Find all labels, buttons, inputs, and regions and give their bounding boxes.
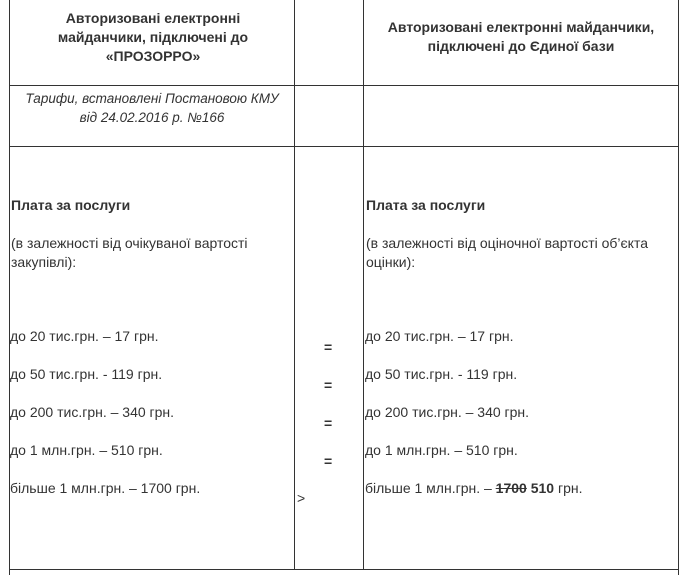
right-last-prefix: більше 1 млн.грн. – (365, 480, 496, 496)
right-last-suffix: грн. (554, 480, 583, 496)
right-rate-row-last (365, 480, 582, 496)
right-fee-title: Плата за послуги (366, 197, 486, 213)
left-rate-row: більше 1 млн.грн. – 1700 грн. (10, 480, 201, 496)
table-border-right (678, 0, 679, 575)
right-rate-row: до 200 тис.грн. – 340 грн. (365, 404, 530, 420)
right-rate-row: до 1 млн.грн. – 510 грн. (365, 442, 518, 458)
right-rate-row: до 20 тис.грн. – 17 грн. (365, 328, 514, 344)
row-divider-3 (9, 569, 679, 570)
row-divider-2 (9, 146, 679, 147)
left-rate-row: до 1 млн.грн. – 510 грн. (10, 442, 163, 458)
right-rate-row: до 50 тис.грн. - 119 грн. (365, 366, 518, 382)
left-rate-row: до 50 тис.грн. - 119 грн. (10, 366, 163, 382)
row-divider-1 (9, 85, 679, 86)
left-rate-row: до 200 тис.грн. – 340 грн. (10, 404, 175, 420)
comparison-sign: > (297, 490, 306, 506)
header-left: Авторизовані електронні майданчики, підключені до «ПРОЗОРРО» (57, 10, 249, 64)
new-price: 510 (530, 480, 555, 496)
comparison-sign: = (324, 415, 333, 431)
comparison-sign: = (324, 453, 333, 469)
tariff-note: Тарифи, встановлені Постановою КМУ від 24.02.2016 р. №166 (25, 91, 279, 125)
left-fee-title: Плата за послуги (11, 197, 131, 213)
tariff-comparison-table (9, 0, 679, 575)
comparison-sign: = (324, 377, 333, 393)
left-fee-subtitle: (в залежності від очікуваної вартості закупівлі): (11, 235, 248, 270)
header-right: Авторизовані електронні майданчики, підключені до Єдиної бази (387, 19, 655, 54)
comparison-sign: = (324, 339, 333, 355)
right-fee-subtitle: (в залежності від оціночної вартості об’єкта оцінки): (366, 235, 648, 270)
old-price-strikethrough: 1700 (495, 480, 527, 496)
left-rate-row: до 20 тис.грн. – 17 грн. (10, 328, 159, 344)
